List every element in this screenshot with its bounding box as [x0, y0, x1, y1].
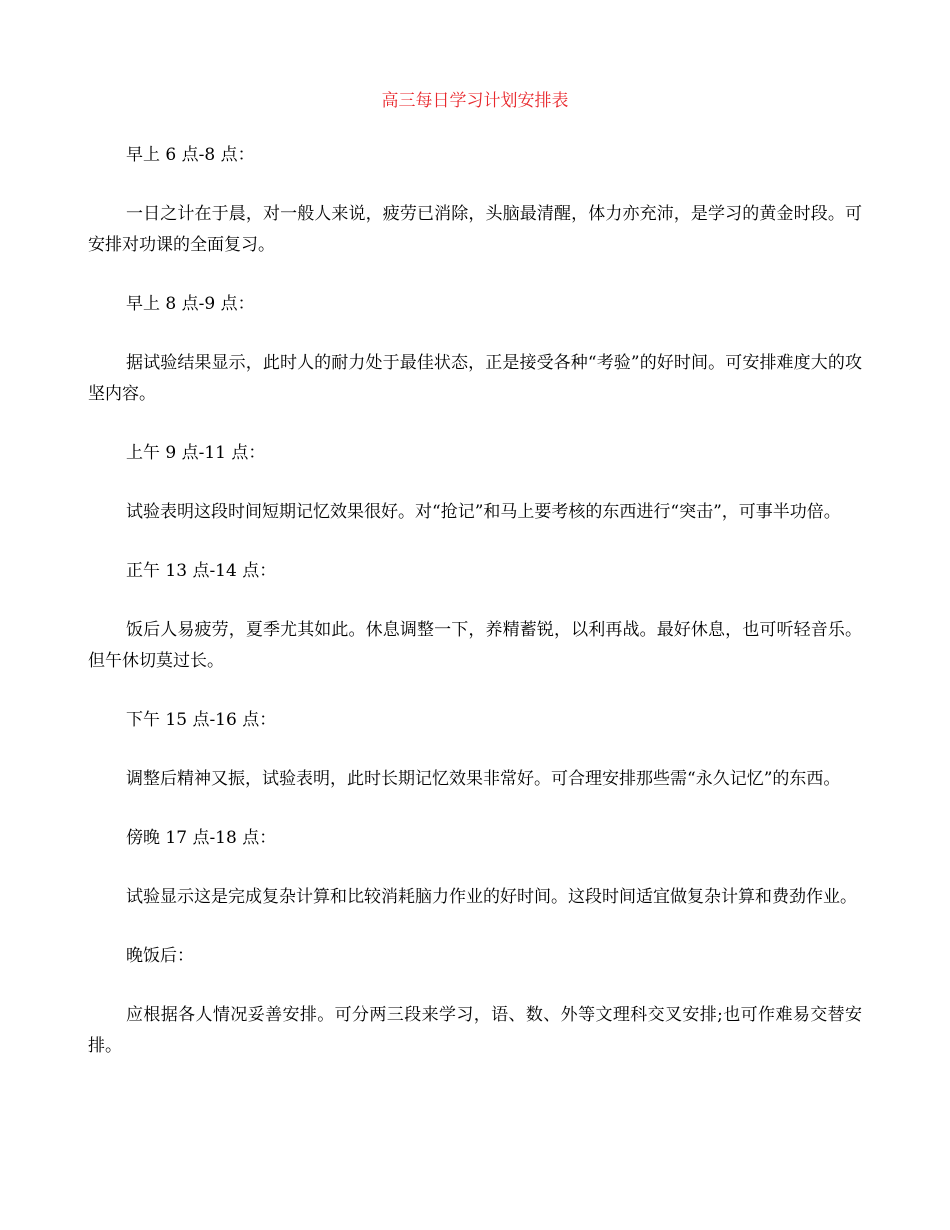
section-heading-8-9: 早上 8 点-9 点：	[126, 294, 255, 314]
section-text-17-18: 试验显示这是完成复杂计算和比较消耗脑力作业的好时间。这段时间适宜做复杂计算和费劲作业。	[126, 887, 857, 907]
section-heading-15-16: 下午 15 点-16 点：	[126, 710, 277, 730]
section-text-13-14: 饭后人易疲劳，夏季尤其如此。休息调整一下，养精蓄锐，以利再战。最好休息，也可听轻音乐。但午休切莫过长。	[88, 620, 862, 671]
section-text-evening: 应根据各人情况妥善安排。可分两三段来学习，语、数、外等文理科交叉安排;也可作难易交替安排。	[88, 1005, 862, 1056]
section-text-9-11: 试验表明这段时间短期记忆效果很好。对“抢记”和马上要考核的东西进行“突击”，可事半功倍。	[126, 502, 841, 522]
section-heading-9-11: 上午 9 点-11 点：	[126, 443, 266, 463]
section-heading-13-14: 正午 13 点-14 点：	[126, 561, 277, 581]
document-body	[88, 140, 862, 1090]
section-heading-evening: 晚饭后：	[126, 946, 194, 966]
section-text-8-9: 据试验结果显示，此时人的耐力处于最佳状态，正是接受各种“考验”的好时间。可安排难度大的攻坚内容。	[88, 353, 862, 404]
section-heading-17-18: 傍晚 17 点-18 点：	[126, 828, 277, 848]
document-title: 高三每日学习计划安排表	[381, 91, 569, 111]
section-heading-6-8: 早上 6 点-8 点：	[126, 145, 255, 165]
section-text-15-16: 调整后精神又振，试验表明，此时长期记忆效果非常好。可合理安排那些需“永久记忆”的东西。	[126, 769, 841, 789]
section-text-6-8: 一日之计在于晨，对一般人来说，疲劳已消除，头脑最清醒，体力亦充沛，是学习的黄金时段。可安排对功课的全面复习。	[88, 204, 862, 255]
